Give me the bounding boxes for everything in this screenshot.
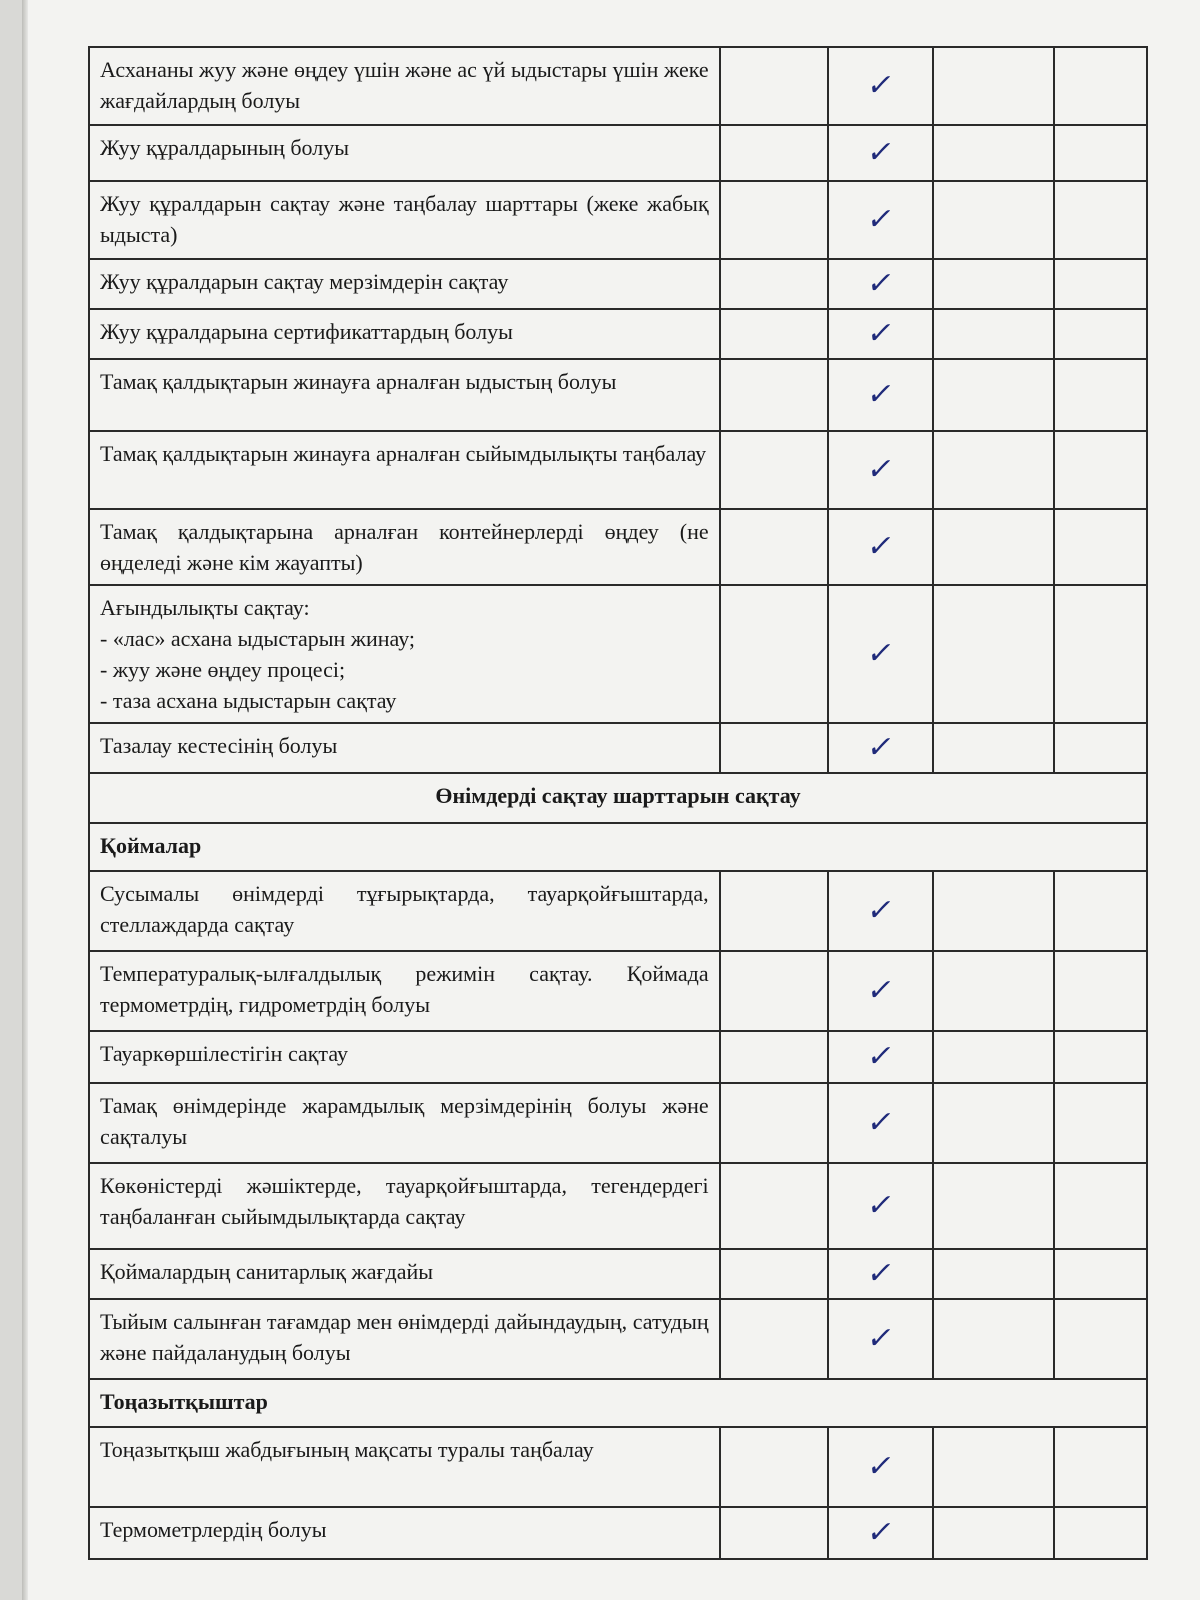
empty-cell [1054,1507,1147,1559]
criterion-text: Жуу құралдарының болуы [100,135,349,160]
empty-cell [720,1299,828,1379]
criterion-cell [89,1507,720,1559]
group-title-storage-row [89,823,1147,871]
criterion-cell [89,1163,720,1249]
checkmark-icon: ✓ [864,972,897,1008]
empty-cell [720,181,828,259]
criterion-cell [89,723,720,773]
criterion-cell [89,1083,720,1163]
check-cell [828,359,934,431]
empty-cell [1054,431,1147,509]
empty-cell [933,1507,1053,1559]
checklist-row [89,309,1147,359]
checkmark-icon: ✓ [864,265,897,301]
criterion-cell [89,309,720,359]
section-title-row [89,773,1147,823]
checklist-row [89,1163,1147,1249]
empty-cell [933,431,1053,509]
checklist-table [88,46,1148,1560]
criterion-cell [89,359,720,431]
checkmark-icon: ✓ [864,892,897,928]
checklist-row [89,1427,1147,1507]
empty-cell [1054,1031,1147,1083]
criterion-text: Жуу құралдарын сақтау мерзімдерін сақтау [100,269,509,294]
empty-cell [1054,585,1147,723]
checkmark-icon: ✓ [864,451,897,487]
empty-cell [1054,181,1147,259]
empty-cell [1054,871,1147,951]
empty-cell [1054,359,1147,431]
criterion-cell [89,871,720,951]
checklist-row [89,585,1147,723]
checkmark-icon: ✓ [864,1320,897,1356]
check-cell [828,259,934,309]
empty-cell [933,259,1053,309]
empty-cell [933,1249,1053,1299]
checklist-row [89,359,1147,431]
empty-cell [720,1427,828,1507]
empty-cell [1054,309,1147,359]
criterion-text: Жуу құралдарына сертификаттардың болуы [100,319,513,344]
empty-cell [933,723,1053,773]
checklist-row [89,1507,1147,1559]
empty-cell [720,871,828,951]
empty-cell [933,1031,1053,1083]
empty-cell [1054,1427,1147,1507]
empty-cell [933,309,1053,359]
empty-cell [933,1427,1053,1507]
empty-cell [720,125,828,181]
criterion-cell [89,509,720,585]
empty-cell [1054,125,1147,181]
group-title-fridges: Тоңазытқыштар [89,1379,1147,1427]
empty-cell [720,431,828,509]
criterion-cell [89,431,720,509]
checkmark-icon: ✓ [864,528,897,564]
empty-cell [933,951,1053,1031]
checkmark-icon: ✓ [864,376,897,412]
check-cell [828,1083,934,1163]
criterion-text: Тамақ өнімдерінде жарамдылық мерзімдерінің болуы және сақталуы [100,1093,709,1149]
empty-cell [720,951,828,1031]
empty-cell [1054,1249,1147,1299]
criterion-line: - таза асхана ыдыстарын сақтау [100,688,397,713]
criterion-text: Тамақ қалдықтарын жинауға арналған ыдыстың болуы [100,369,617,394]
empty-cell [933,509,1053,585]
checklist-body [89,47,1147,1559]
criterion-cell [89,585,720,723]
checklist-row [89,1299,1147,1379]
criterion-cell [89,1427,720,1507]
criterion-line: - «лас» асхана ыдыстарын жинау; [100,626,416,651]
empty-cell [720,47,828,125]
check-cell [828,1507,934,1559]
group-title-fridges-row [89,1379,1147,1427]
checklist-row [89,181,1147,259]
empty-cell [933,1163,1053,1249]
group-title-storage: Қоймалар [89,823,1147,871]
criterion-line: - жуу және өңдеу процесі; [100,657,346,682]
checkmark-icon: ✓ [864,315,897,351]
check-cell [828,309,934,359]
empty-cell [1054,723,1147,773]
empty-cell [1054,509,1147,585]
criterion-text: Термометрлердің болуы [100,1517,327,1542]
empty-cell [720,509,828,585]
empty-cell [933,181,1053,259]
criterion-cell [89,259,720,309]
criterion-cell [89,181,720,259]
criterion-line: Ағындылықты сақтау: [100,595,310,620]
criterion-cell [89,1299,720,1379]
empty-cell [933,585,1053,723]
criterion-text: Сусымалы өнімдерді тұғырықтарда, тауарқойғыштарда, стеллаждарда сақтау [100,881,709,937]
empty-cell [1054,47,1147,125]
page-edge [22,0,28,1600]
checklist-row [89,1083,1147,1163]
checklist-row [89,259,1147,309]
empty-cell [933,871,1053,951]
check-cell [828,723,934,773]
criterion-cell [89,1031,720,1083]
checklist-row [89,871,1147,951]
empty-cell [720,1031,828,1083]
criterion-text: Жуу құралдарын сақтау және таңбалау шарттары (жеке жабық ыдыста) [100,191,709,247]
checkmark-icon: ✓ [864,635,897,671]
section-title: Өнімдерді сақтау шарттарын сақтау [89,773,1147,823]
check-cell [828,125,934,181]
criterion-text: Тамақ қалдықтарын жинауға арналған сыйымдылықты таңбалау [100,441,707,466]
empty-cell [933,47,1053,125]
checklist-row [89,431,1147,509]
check-cell [828,1031,934,1083]
empty-cell [933,1083,1053,1163]
empty-cell [720,1507,828,1559]
checkmark-icon: ✓ [864,1514,897,1550]
empty-cell [720,1163,828,1249]
checkmark-icon: ✓ [864,1038,897,1074]
checklist-row [89,125,1147,181]
check-cell [828,951,934,1031]
check-cell [828,1163,934,1249]
check-cell [828,1249,934,1299]
criterion-cell [89,951,720,1031]
checkmark-icon: ✓ [864,1104,897,1140]
check-cell [828,585,934,723]
check-cell [828,871,934,951]
checkmark-icon: ✓ [864,134,897,170]
empty-cell [1054,1083,1147,1163]
empty-cell [720,585,828,723]
empty-cell [1054,1163,1147,1249]
empty-cell [720,723,828,773]
empty-cell [720,259,828,309]
empty-cell [720,359,828,431]
criterion-text: Температуралық-ылғалдылық режимін сақтау. Қоймада термометрдің, гидрометрдің болуы [100,961,709,1017]
empty-cell [1054,951,1147,1031]
criterion-text: Көкөністерді жәшіктерде, тауарқойғыштарда, тегендердегі таңбаланған сыйымдылықтарда сақтау [100,1173,709,1229]
criterion-text: Тазалау кестесінің болуы [100,733,338,758]
check-cell [828,1427,934,1507]
checklist-row [89,1031,1147,1083]
checkmark-icon: ✓ [864,1255,897,1291]
checkmark-icon: ✓ [864,67,897,103]
checkmark-icon: ✓ [864,201,897,237]
checklist-row [89,47,1147,125]
criterion-text: Тауаркөршілестігін сақтау [100,1041,348,1066]
criterion-text: Қоймалардың санитарлық жағдайы [100,1259,434,1284]
empty-cell [720,1083,828,1163]
check-cell [828,509,934,585]
document-page [22,0,1200,1600]
checklist-row [89,951,1147,1031]
checkmark-icon: ✓ [864,1187,897,1223]
empty-cell [933,125,1053,181]
checkmark-icon: ✓ [864,729,897,765]
criterion-text: Асхананы жуу және өңдеу үшін және ас үй ыдыстары үшін жеке жағдайлардың болуы [100,57,709,113]
criterion-cell [89,125,720,181]
check-cell [828,431,934,509]
criterion-text: Тамақ қалдықтарына арналған контейнерлерді өңдеу (не өңделеді және кім жауапты) [100,519,709,575]
check-cell [828,1299,934,1379]
check-cell [828,47,934,125]
checklist-row [89,509,1147,585]
empty-cell [1054,1299,1147,1379]
checkmark-icon: ✓ [864,1448,897,1484]
criterion-cell [89,47,720,125]
check-cell [828,181,934,259]
empty-cell [1054,259,1147,309]
empty-cell [720,309,828,359]
checklist-row [89,723,1147,773]
empty-cell [720,1249,828,1299]
criterion-cell [89,1249,720,1299]
criterion-text: Тыйым салынған тағамдар мен өнімдерді дайындаудың, сатудың және пайдаланудың болуы [100,1309,709,1365]
empty-cell [933,1299,1053,1379]
checklist-row [89,1249,1147,1299]
empty-cell [933,359,1053,431]
criterion-text: Тоңазытқыш жабдығының мақсаты туралы таңбалау [100,1437,594,1462]
